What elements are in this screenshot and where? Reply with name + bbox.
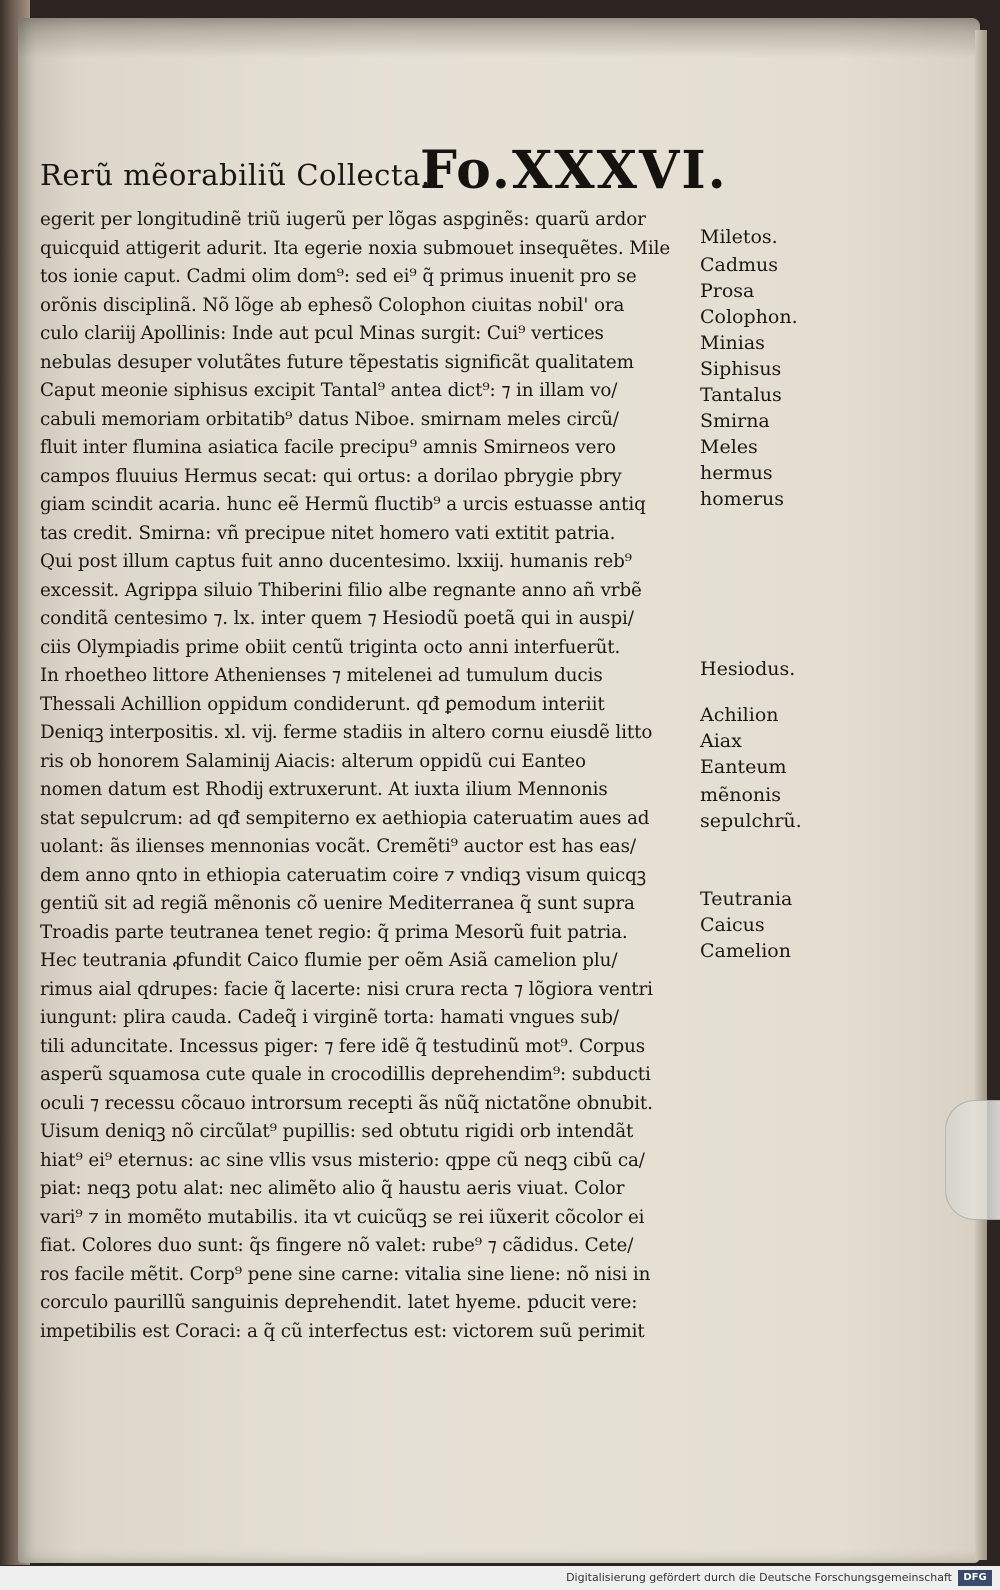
text-line: vari⁹ ⁊ in momẽto mutabilis. ita vt cuicũqꝫ se rei iũxerit cõcolor ei	[40, 1206, 645, 1228]
marginal-note: Caicus	[700, 914, 765, 936]
marginal-note: Minias	[700, 332, 765, 354]
marginal-note: Teutrania	[700, 888, 793, 910]
text-line: cabuli memoriam orbitatib⁹ datus Niboe. smirnam meles circũ/	[40, 408, 619, 430]
marginal-note: Prosa	[700, 280, 755, 302]
text-line: orõnis disciplinã. Nõ lõge ab ephesõ Colophon ciuitas nobil' ora	[40, 294, 625, 316]
text-line: ros facile mẽtit. Corp⁹ pene sine carne: vitalia sine liene: nõ nisi in	[40, 1263, 651, 1285]
text-line: piat: neqꝫ potu alat: nec alimẽto alio q̃ haustu aeris viuat. Color	[40, 1178, 625, 1199]
text-line: rimus aial qdrupes: facie q̃ lacerte: nisi crura recta ⁊ lõgiora ventri	[40, 978, 653, 1000]
marginal-note: hermus	[700, 462, 773, 484]
text-line: asperũ squamosa cute quale in crocodillis deprehendim⁹: subducti	[40, 1064, 651, 1085]
text-line: fiat. Colores duo sunt: q̃s fingere nõ valet: rube⁹ ⁊ cãdidus. Cete/	[40, 1235, 634, 1256]
marginal-note: Aiax	[700, 730, 742, 752]
marginal-note: Tantalus	[700, 384, 782, 406]
marginal-note: homerus	[700, 488, 785, 510]
text-line: Hec teutrania ꝓfundit Caico flumie per oẽm Asiã camelion plu/	[40, 950, 618, 971]
page-header	[40, 140, 740, 206]
marginal-note: Meles	[700, 436, 758, 458]
dfg-logo: DFG	[958, 1570, 992, 1586]
funding-credit: Digitalisierung gefördert durch die Deutsche Forschungsgemeinschaft	[566, 1571, 952, 1584]
text-line: gentiũ sit ad regiã mẽnonis cõ uenire Mediterranea q̃ sunt supra	[40, 893, 635, 914]
marginal-note: Colophon.	[700, 306, 798, 328]
text-line: Qui post illum captus fuit anno ducentesimo. lxxiĳ. humanis reb⁹	[40, 551, 632, 572]
text-line: Deniqꝫ interpositis. xl. vĳ. ferme stadiis in altero cornu eiusdẽ litto	[40, 722, 653, 743]
page-fore-edge	[975, 30, 987, 1560]
text-line: iungunt: plira cauda. Cadeq̃ i virginẽ torta: hamati vngues sub/	[40, 1007, 619, 1028]
main-text-block	[40, 206, 700, 1346]
text-line: nebulas desuper volutãtes future tẽpestatis significãt qualitatem	[40, 351, 634, 373]
text-line: Thessali Achillion oppidum condiderunt. qđ ꝑemodum interiit	[40, 693, 605, 715]
text-line: impetibilis est Coraci: a q̃ cũ interfectus est: victorem suũ perimit	[40, 1320, 645, 1342]
marginal-note: Hesiodus.	[700, 658, 796, 680]
text-line: giam scindit acaria. hunc eẽ Hermũ fluctib⁹ a urcis estuasse antiq	[40, 494, 646, 515]
text-line: dem anno qnto in ethiopia cateruatim coire ⁊ vndiqꝫ visum quicqꝫ	[40, 864, 647, 886]
running-title: Rerũ mẽorabiliũ Collecta.	[40, 158, 431, 192]
marginal-note: mẽnonis	[700, 784, 782, 806]
folio-number: Fo.XXXVI.	[420, 140, 728, 201]
text-line: excessit. Agrippa siluio Thiberini filio albe regnante anno añ vrbẽ	[40, 579, 642, 601]
text-line: quicquid attigerit adurit. Ita egerie noxia submouet insequẽtes. Mile	[40, 237, 671, 259]
text-line: In rhoetheo littore Athenienses ⁊ mitelenei ad tumulum ducis	[40, 665, 603, 686]
text-line: culo clariĳ Apollinis: Inde aut pcul Minas surgit: Cui⁹ vertices	[40, 323, 604, 344]
text-line: Troadis parte teutranea tenet regio: q̃ prima Mesorũ fuit patria.	[40, 921, 628, 943]
text-line: uolant: ãs ilienses mennonias vocãt. Cremẽti⁹ auctor est has eas/	[40, 836, 636, 857]
marginal-note: Camelion	[700, 940, 791, 962]
text-line: campos fluuius Hermus secat: qui ortus: a dorilao pbrygie pbry	[40, 465, 622, 487]
text-line: tos ionie caput. Cadmi olim dom⁹: sed ei⁹ q̃ primus inuenit pro se	[40, 266, 637, 287]
text-line: hiat⁹ ei⁹ eternus: ac sine vllis vsus misterio: qppe cũ neqꝫ cibũ ca/	[40, 1149, 645, 1171]
text-line: tas credit. Smirna: vñ precipue nitet homero vati extitit patria.	[40, 522, 616, 544]
marginal-note: Cadmus	[700, 254, 779, 276]
text-line: nomen datum est Rhodĳ extruxerunt. At iuxta ilium Mennonis	[40, 779, 608, 800]
text-line: tili aduncitate. Incessus piger: ⁊ fere idẽ q̃ testudinũ mot⁹. Corpus	[40, 1035, 646, 1057]
marginal-note: Smirna	[700, 410, 770, 432]
text-line: ciis Olympiadis prime obiit centũ triginta octo anni interfuerũt.	[40, 636, 621, 658]
text-line: Uisum deniqꝫ nõ circũlat⁹ pupillis: sed obtutu rigidi orb intendãt	[40, 1121, 634, 1142]
page-clip	[945, 1100, 1000, 1220]
text-line: oculi ⁊ recessu cõcauo introrsum recepti ãs nũq̃ nictatõne obnubit.	[40, 1092, 653, 1114]
text-line: corculo paurillũ sanguinis deprehendit. latet hyeme. pducit vere:	[40, 1292, 638, 1313]
footer-bar	[0, 1566, 1000, 1590]
text-line: fluit inter flumina asiatica facile precipu⁹ amnis Smirneos vero	[40, 437, 616, 458]
marginal-note: Miletos.	[700, 226, 778, 248]
page-shadow	[18, 18, 980, 58]
marginal-note: sepulchrũ.	[700, 810, 802, 832]
text-line: Caput meonie siphisus excipit Tantal⁹ antea dict⁹: ⁊ in illam vo/	[40, 380, 618, 401]
marginal-note: Siphisus	[700, 358, 782, 380]
text-line: conditã centesimo ⁊. lx. inter quem ⁊ Hesiodũ poetã qui in auspi/	[40, 608, 634, 629]
text-line: stat sepulcrum: ad qđ sempiterno ex aethiopia cateruatim aues ad	[40, 807, 650, 829]
text-line: egerit per longitudinẽ triũ iugerũ per lõgas aspginẽs: quarũ ardor	[40, 209, 646, 230]
marginal-note: Achilion	[700, 704, 779, 726]
text-line: ris ob honorem Salaminĳ Aiacis: alterum oppidũ cui Eanteo	[40, 750, 586, 772]
marginal-note: Eanteum	[700, 756, 787, 778]
